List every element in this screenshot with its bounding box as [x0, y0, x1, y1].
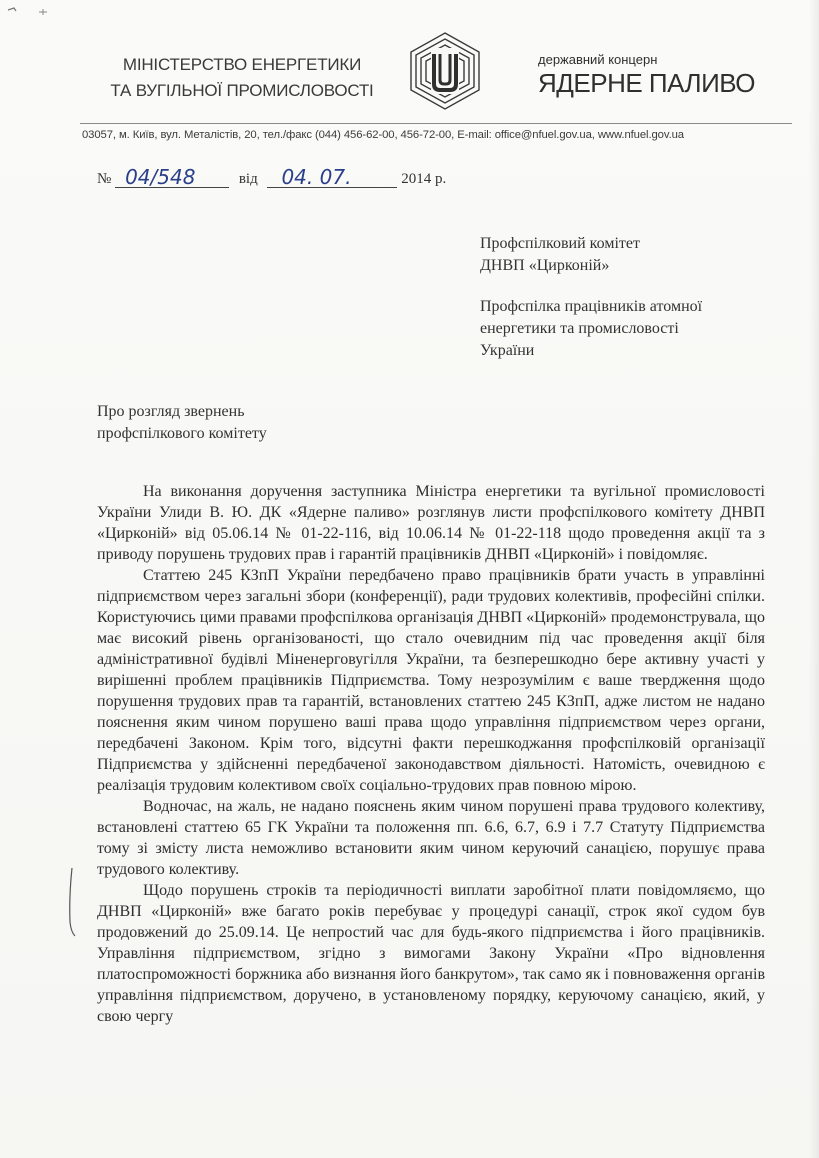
addressee-line: Профспілка працівників атомної: [480, 298, 703, 315]
ministry-name: [82, 52, 402, 104]
body-paragraph: Водночас, на жаль, не надано пояснень яким чином порушені права трудового колективу, встановлені статтею 65 ГК України та положення пп. 6.6, 6.7, 6.9 і 7.7 Статуту Підприємства тому зі змісту листа неможливо встановити яким чином керуючий санацією, порушує права трудового колективу.: [97, 798, 765, 878]
date-label: від: [238, 171, 258, 187]
body-paragraph: Щодо порушень строків та періодичності виплати заробітної плати повідомляємо, що ДНВП «Цирконій» вже багато років перебуває у процедурі санації, строк якої судом був продовжений до 25.09.14. Це непростий час для будь-якого підприємства і його працівників. Управління підприємством, згідно з вимогами Закону України «Про відновлення платоспроможності боржника або визнання його банкрутом», так само як і повноваження органів управління підприємством, доручено, в установленому порядку, керуючому санацією, який, у свою чергу: [97, 882, 765, 1025]
nuclear-fuel-logo-icon: [407, 30, 483, 112]
header-divider: [80, 123, 792, 124]
concern-name: [538, 52, 755, 98]
concern-title: ЯДЕРНЕ ПАЛИВО: [538, 68, 755, 98]
addressee-line: України: [480, 342, 535, 359]
handwritten-number: 04/548: [125, 165, 196, 189]
date-field: [267, 167, 397, 188]
number-field: [115, 167, 229, 188]
addressee-line: ДНВП «Цирконій»: [480, 257, 610, 274]
year-suffix: 2014 р.: [401, 171, 447, 187]
scan-speck-mark: [6, 4, 56, 18]
subject-line: Про розгляд звернень: [97, 403, 245, 420]
letter-subject: [97, 401, 267, 445]
letter-body: [97, 481, 765, 1027]
body-paragraph: На виконання доручення заступника Міністра енергетики та вугільної промисловості України Улиди В. Ю. ДК «Ядерне паливо» розглянув листи профспілкового комітету ДНВП «Цирконій» від 05.06.14 № 01-22-116, від 10.06.14 № 01-22-118 щодо проведення акції та з приводу порушень трудових прав і гарантій працівників ДНВП «Цирконій» і повідомляє.: [97, 483, 765, 563]
ministry-line-2: ТА ВУГІЛЬНОЇ ПРОМИСЛОВОСТІ: [110, 81, 374, 100]
subject-line: профспілкового комітету: [97, 425, 267, 442]
addressee-block-1: [480, 233, 640, 277]
number-label: №: [97, 171, 112, 187]
registration-line: [97, 167, 446, 188]
contact-line: 03057, м. Київ, вул. Металістів, 20, тел./факс (044) 456-62-00, 456-72-00, E-mail: office@nfuel.gov.ua, www.nfuel.gov.ua: [82, 129, 684, 141]
body-paragraph: Статтею 245 КЗпП України передбачено право працівників брати участь в управлінні підприємством через загальні збори (конференції), ради трудових колективів, професійні спілки. Користуючись цими правами профспілкова організація ДНВП «Цирконій» продемонструвала, що має високий рівень організованості, що стало очевидним під час проведення акції біля адміністративної будівлі Міненерговугілля України, та безперешкодно бере активну участі у вирішенні проблем працівників Підприємства. Тому незрозумілим є ваше твердження щодо порушення трудових прав та гарантій, встановлених статтею 245 КЗпП, адже листом не надано пояснення яким чином порушено ваші права щодо управління підприємством через органи, передбачені Законом. Крім того, відсутні факти перешкоджання профспілковій організації Підприємства у здійсненні передбаченої законодавством діяльності. Натомість, очевидною є реалізація трудовим колективом своїх соціально-трудових прав повною мірою.: [97, 567, 765, 794]
margin-pen-mark: [66, 866, 76, 938]
ministry-line-1: МІНІСТЕРСТВО ЕНЕРГЕТИКИ: [122, 55, 362, 74]
addressee-block-2: [480, 296, 702, 362]
concern-subtitle: державний концерн: [538, 52, 658, 67]
scan-shadow: [809, 0, 819, 1158]
addressee-line: енергетики та промисловості: [480, 320, 679, 337]
addressee-line: Профспілковий комітет: [480, 235, 640, 252]
handwritten-date: 04. 07.: [281, 165, 352, 189]
